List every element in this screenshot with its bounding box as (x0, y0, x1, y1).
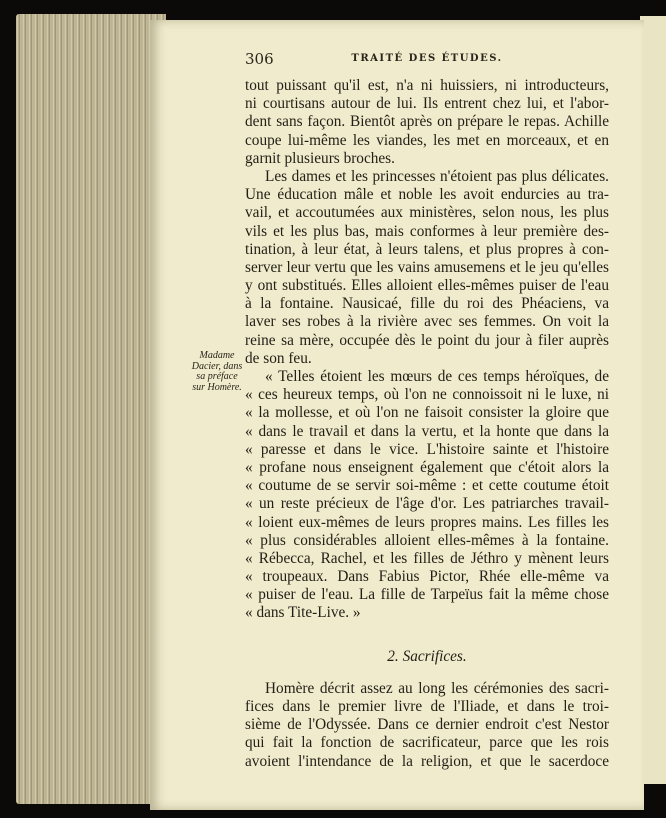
paragraph-line: reine sa mère, occupée dès le point du jour à filer auprès (245, 331, 609, 349)
paragraph-line: « dans Tite-Live. » (245, 604, 361, 622)
paragraph-line: « plus considérables alloient elles-mêmes à la fontaine. (245, 531, 609, 549)
page-header (245, 50, 609, 70)
paragraph-line: server leur vertu que les vains amusemens et le jeu qu'elles (245, 258, 609, 276)
paragraph-line: « puiser de l'eau. La fille de Tarpeïus fait la même chose (245, 586, 609, 604)
paragraph-line: vils et les plus bas, mais conformes à leur première des- (245, 222, 609, 240)
paragraph-line: « ces heureux temps, où l'on ne connoissoit ni le luxe, ni (245, 386, 609, 404)
paragraph-line: tination, à leur état, à leurs talens, et plus propres à con- (245, 240, 609, 258)
paragraph-line: garnit plusieurs broches. (245, 149, 395, 167)
paragraph-line: « la mollesse, et où l'on ne faisoit consister la gloire que (245, 404, 609, 422)
paragraph-line: vail, et accoutumées aux ministères, selon nous, les plus (245, 204, 609, 222)
paragraph-line: avoient l'intendance de la religion, et que le sacerdoce (245, 752, 609, 770)
paragraph-line: « dans le travail et dans la vertu, et la honte que dans la (245, 422, 609, 440)
book-page-edges (16, 14, 166, 804)
section-heading: 2. Sacrifices. (387, 647, 467, 665)
paragraph-line: qui fait la fonction de sacrificateur, parce que les rois (245, 734, 609, 752)
margin-note-line: Madame (199, 350, 235, 361)
paragraph-line: Les dames et les princesses n'étoient pas plus délicates. (265, 167, 609, 185)
margin-note-line: Dacier, dans (191, 360, 243, 372)
paragraph-line: y ont substitués. Elles alloient elles-mêmes puiser de l'eau (245, 277, 609, 295)
running-title: TRAITÉ DES ÉTUDES. (351, 53, 503, 64)
margin-note-line: sa préface (196, 371, 238, 382)
paragraph-line: « paresse et dans le vice. L'histoire sainte et l'histoire (245, 440, 609, 458)
paragraph-line: tout puissant qu'il est, n'a ni huissiers, ni introducteurs, (245, 77, 609, 94)
paragraph-line: « profane nous enseignent également que c'étoit alors la (245, 458, 609, 476)
paragraph-line: à la fontaine. Nausicaé, fille du roi des Phéaciens, va (245, 295, 609, 313)
paragraph-line: sième de l'Odyssée. Dans ce dernier endroit c'est Nestor (245, 716, 609, 734)
margin-note (185, 351, 249, 393)
paragraph-line: de son feu. (245, 349, 312, 367)
page-number: 306 (245, 50, 274, 68)
paragraph-line: Une éducation mâle et noble les avoit endurcies au tra- (245, 186, 609, 204)
paragraph-line: ni courtisans autour de lui. Ils entrent chez lui, et l'abor- (245, 95, 609, 113)
paragraph-line: laver ses robes à la rivière avec ses femmes. On voit la (245, 313, 609, 331)
paragraph-line: dent sans façon. Bientôt après on prépare le repas. Achille (245, 113, 609, 131)
paragraph-line: « Telles étoient les mœurs de ces temps héroïques, de (265, 368, 609, 385)
paragraph-line: coupe lui-même les viandes, les met en morceaux, et en (245, 131, 609, 149)
paragraph-line: « loient eux-mêmes de leurs propres mains. Les filles les (245, 513, 609, 531)
page-body-text (245, 77, 609, 771)
paragraph-line: « Rébecca, Rachel, et les filles de Jéthro y mènent leurs (245, 549, 609, 567)
margin-note-line: sur Homère. (192, 381, 242, 393)
paragraph-line: « troupeaux. Dans Fabius Pictor, Rhée elle-même va (245, 568, 609, 586)
paragraph-line: Homère décrit assez au long les cérémonies des sacri- (265, 679, 609, 697)
paragraph-line: « coutume de se servir soi-même : et cette coutume étoit (245, 477, 609, 495)
paragraph-line: « un reste précieux de l'âge d'or. Les patriarches travail- (245, 495, 609, 513)
paragraph-line: fices dans le premier livre de l'Iliade, et dans le troi- (245, 698, 609, 715)
